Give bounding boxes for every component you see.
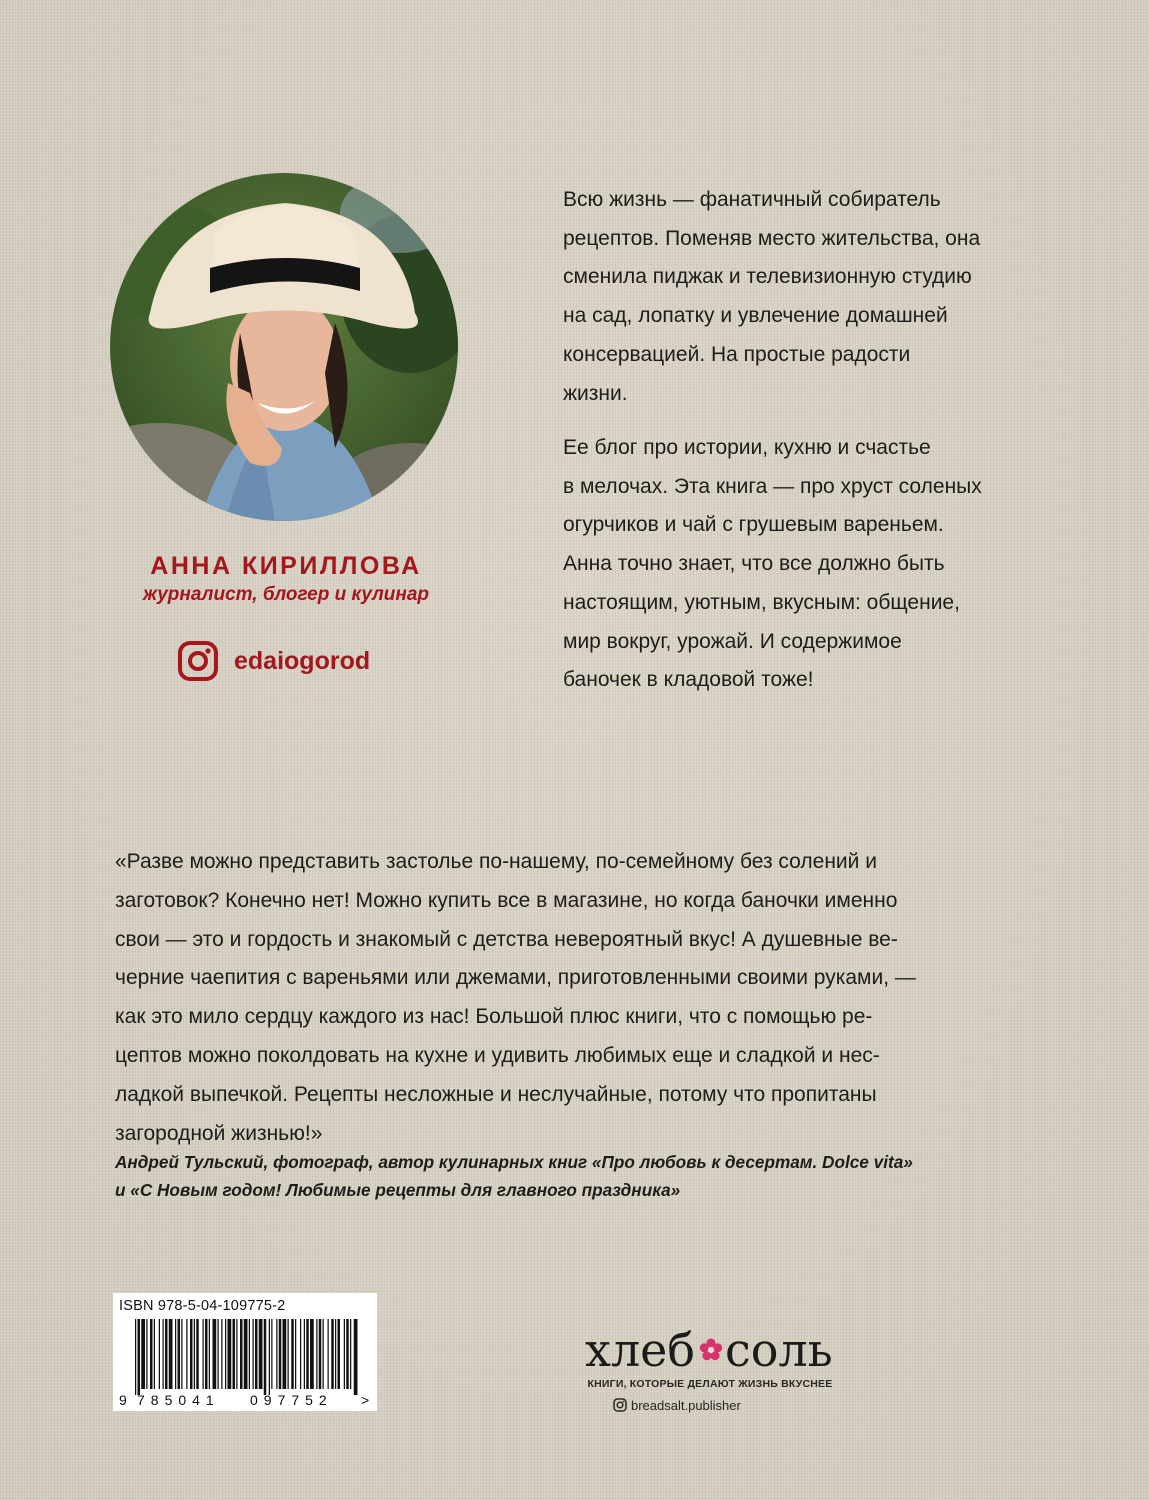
barcode-bar xyxy=(194,1319,195,1389)
barcode-bar xyxy=(138,1319,141,1395)
barcode-bar xyxy=(335,1319,336,1389)
quote-line: заготовок? Конечно нет! Можно купить все в магазине, но когда баночки именно xyxy=(115,888,898,912)
barcode-bar xyxy=(165,1319,168,1389)
attribution-line: Андрей Тульский, фотограф, автор кулинарных книг «Про любовь к десертам. Dolce vita» xyxy=(115,1152,913,1172)
barcode-digit-end: > xyxy=(361,1392,370,1408)
author-instagram[interactable] xyxy=(178,641,370,681)
bio-line: Анна точно знает, что все должно быть xyxy=(563,552,945,576)
barcode-bar xyxy=(236,1319,237,1389)
barcode-bar xyxy=(169,1319,173,1389)
barcode-bar xyxy=(203,1319,204,1389)
instagram-icon xyxy=(613,1398,627,1412)
barcode-bar xyxy=(310,1319,314,1389)
barcode-bar xyxy=(346,1319,349,1389)
barcode-bar xyxy=(244,1319,248,1389)
publisher-logo-right: соль xyxy=(725,1323,833,1374)
barcode-bar xyxy=(328,1319,329,1389)
quote-line: загородной жизнью!» xyxy=(115,1121,323,1145)
bio-line: на сад, лопатку и увлечение домашней xyxy=(563,304,948,328)
barcode-bar xyxy=(276,1319,277,1389)
barcode-bar xyxy=(354,1319,358,1395)
barcode-bar xyxy=(196,1319,199,1389)
publisher-tagline: КНИГИ, КОТОРЫЕ ДЕЛАЮТ ЖИЗНЬ ВКУСНЕЕ xyxy=(587,1378,833,1390)
barcode xyxy=(113,1293,377,1411)
bio-line: консервацией. На простые радости xyxy=(563,342,911,366)
barcode-bar xyxy=(181,1319,182,1389)
barcode-bar xyxy=(178,1319,181,1389)
barcode-bar xyxy=(304,1319,305,1389)
barcode-bar xyxy=(175,1319,176,1389)
bio-line: сменила пиджак и телевизионную студию xyxy=(563,265,972,289)
barcode-bar xyxy=(283,1319,287,1389)
barcode-bar xyxy=(344,1319,345,1389)
barcode-bar xyxy=(269,1319,270,1395)
barcode-bar xyxy=(240,1319,243,1389)
barcode-bar xyxy=(338,1319,341,1389)
barcode-bar xyxy=(150,1319,153,1389)
barcode-bar xyxy=(288,1319,289,1389)
barcode-bar xyxy=(331,1319,334,1389)
author-photo xyxy=(110,173,458,521)
bio-line: мир вокруг, урожай. И содержимое xyxy=(563,629,902,653)
barcode-bar xyxy=(146,1319,147,1389)
review-quote xyxy=(115,843,1037,1153)
barcode-bar xyxy=(141,1319,145,1389)
barcode-bar xyxy=(295,1319,296,1389)
barcode-bar xyxy=(323,1319,324,1389)
barcode-digits-group2: 097752 xyxy=(250,1392,333,1408)
barcode-bar xyxy=(253,1319,254,1389)
barcode-bar xyxy=(350,1319,351,1389)
bio-line: баночек в кладовой тоже! xyxy=(563,668,814,692)
quote-line: как это мило сердцу каждого из нас! Большой плюс книги, что с помощью ре- xyxy=(115,1005,873,1029)
barcode-bars xyxy=(113,1293,377,1411)
instagram-handle[interactable]: edaiogorod xyxy=(234,646,371,675)
publisher-logo xyxy=(585,1322,835,1374)
barcode-bar xyxy=(205,1319,208,1389)
barcode-bar xyxy=(319,1319,322,1389)
quote-attribution xyxy=(115,1148,1045,1204)
quote-line: «Разве можно представить застолье по-нашему, по-семейному без солений и xyxy=(115,850,877,873)
barcode-bar xyxy=(135,1319,136,1395)
bio-line: рецептов. Поменяв место жительства, она xyxy=(563,226,981,250)
barcode-bar xyxy=(213,1319,217,1389)
quote-line: свои — это и гордость и знакомый с детства невероятный вкус! А душевные ве- xyxy=(115,927,898,951)
barcode-bar xyxy=(316,1319,317,1389)
barcode-bar xyxy=(300,1319,301,1389)
flower-icon xyxy=(700,1339,722,1361)
barcode-bar xyxy=(291,1319,294,1389)
author-role: журналист, блогер и кулинар xyxy=(142,584,430,605)
barcode-bar xyxy=(306,1319,309,1389)
publisher-logo-left: хлеб xyxy=(585,1323,696,1374)
barcode-digits-group1: 785041 xyxy=(137,1392,220,1408)
bio-line: в мелочах. Эта книга — про хруст соленых xyxy=(563,474,982,498)
barcode-bar xyxy=(233,1319,236,1389)
bio-line: жизни. xyxy=(563,381,628,405)
barcode-bar xyxy=(163,1319,164,1389)
bio-paragraph-1 xyxy=(563,181,1083,413)
barcode-bar xyxy=(225,1319,226,1389)
bio-line: огурчиков и чай с грушевым вареньем. xyxy=(563,513,944,537)
barcode-bar xyxy=(221,1319,222,1389)
publisher-instagram[interactable] xyxy=(613,1396,741,1414)
barcode-bar xyxy=(228,1319,232,1389)
barcode-bar xyxy=(190,1319,193,1389)
barcode-bar xyxy=(264,1319,267,1395)
bio-line: настоящим, уютным, вкусным: общение, xyxy=(563,590,960,614)
barcode-bar xyxy=(255,1319,258,1389)
barcode-bar xyxy=(279,1319,282,1389)
quote-line: ладкой выпечкой. Рецепты несложные и неслучайные, потому что пропитаны xyxy=(115,1082,877,1106)
barcode-bar xyxy=(271,1319,272,1389)
publisher-instagram-handle[interactable]: breadsalt.publisher xyxy=(631,1397,741,1413)
bio-paragraph-2 xyxy=(563,429,1083,700)
quote-line: цептов можно поколдовать на кухне и удивить любимых еще и сладкой и нес- xyxy=(115,1043,880,1067)
isbn-label: ISBN 978-5-04-109775-2 xyxy=(119,1298,286,1314)
barcode-bar xyxy=(186,1319,187,1389)
barcode-bar xyxy=(259,1319,263,1389)
attribution-line: и «С Новым годом! Любимые рецепты для главного праздника» xyxy=(115,1180,681,1200)
instagram-icon xyxy=(178,641,218,681)
barcode-bar xyxy=(218,1319,219,1389)
barcode-bar xyxy=(249,1319,250,1389)
barcode-bar xyxy=(154,1319,155,1389)
author-portrait xyxy=(110,173,458,521)
author-name: АННА КИРИЛЛОВА xyxy=(150,552,422,580)
barcode-bar xyxy=(159,1319,160,1389)
bio-line: Всю жизнь — фанатичный собиратель xyxy=(563,188,941,211)
barcode-bar xyxy=(209,1319,210,1389)
barcode-digit-first: 9 xyxy=(119,1392,127,1408)
quote-line: черние чаепития с вареньями или джемами, приготовленными своими руками, — xyxy=(115,966,916,990)
bio-line: Ее блог про истории, кухню и счастье xyxy=(563,436,931,459)
